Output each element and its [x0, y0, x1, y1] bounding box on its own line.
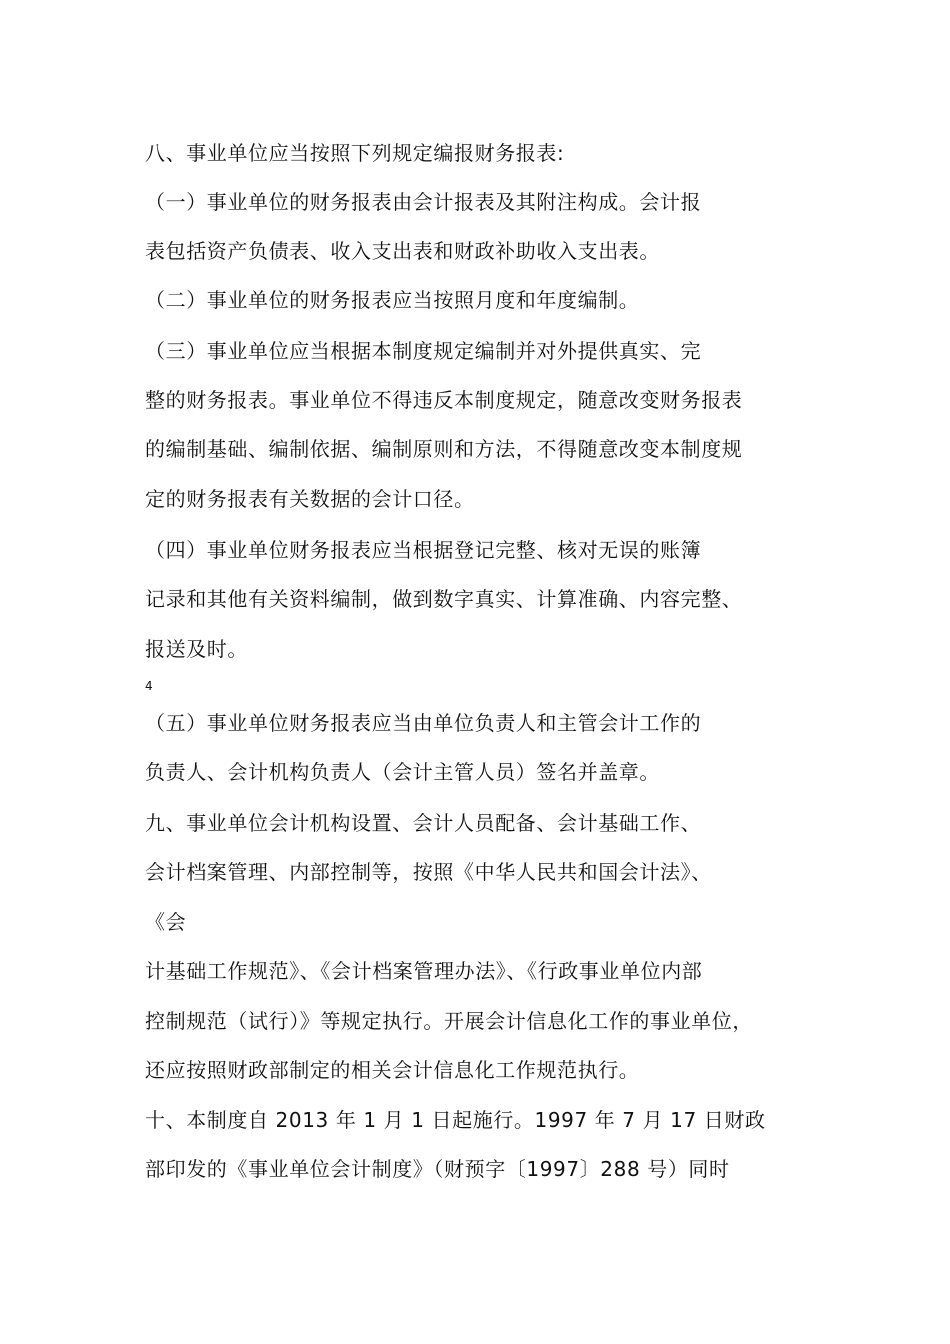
text-line: （五）事业单位财务报表应当由单位负责人和主管会计工作的	[145, 711, 702, 735]
text-line: 记录和其他有关资料编制，做到数字真实、计算准确、内容完整、	[145, 587, 743, 611]
text-line: 部印发的《事业单位会计制度》（财预字〔1997〕288 号）同时	[145, 1157, 730, 1181]
text-line: （一）事业单位的财务报表由会计报表及其附注构成。会计报	[145, 190, 702, 214]
text-line: 九、事业单位会计机构设置、会计人员配备、会计基础工作、	[145, 811, 702, 835]
text-line: 十、本制度自 2013 年 1 月 1 日起施行。1997 年 7 月 17 日财政	[145, 1108, 766, 1132]
text-line: 计基础工作规范》、《会计档案管理办法》、《行政事业单位内部	[145, 959, 703, 983]
text-line: 报送及时。	[145, 637, 248, 661]
page-number: 4	[145, 679, 153, 693]
text-line: 《会	[145, 910, 187, 934]
text-line: 负责人、会计机构负责人（会计主管人员）签名并盖章。	[145, 760, 660, 784]
text-line: 还应按照财政部制定的相关会计信息化工作规范执行。	[145, 1058, 640, 1082]
text-line: 表包括资产负债表、收入支出表和财政补助收入支出表。	[145, 239, 660, 263]
text-line: 控制规范（试行）》等规定执行。开展会计信息化工作的事业单位，	[145, 1009, 753, 1033]
text-line: 定的财务报表有关数据的会计口径。	[145, 487, 475, 511]
text-line: 整的财务报表。事业单位不得违反本制度规定，随意改变财务报表	[145, 388, 743, 412]
text-line: 的编制基础、编制依据、编制原则和方法，不得随意改变本制度规	[145, 437, 743, 461]
text-line: （四）事业单位财务报表应当根据登记完整、核对无误的账簿	[145, 538, 702, 562]
text-line: （二）事业单位的财务报表应当按照月度和年度编制。	[145, 288, 640, 312]
text-line: 八、事业单位应当按照下列规定编报财务报表:	[145, 141, 565, 165]
text-line: 会计档案管理、内部控制等，按照《中华人民共和国会计法》、	[145, 860, 712, 884]
text-line: （三）事业单位应当根据本制度规定编制并对外提供真实、完	[145, 339, 702, 363]
